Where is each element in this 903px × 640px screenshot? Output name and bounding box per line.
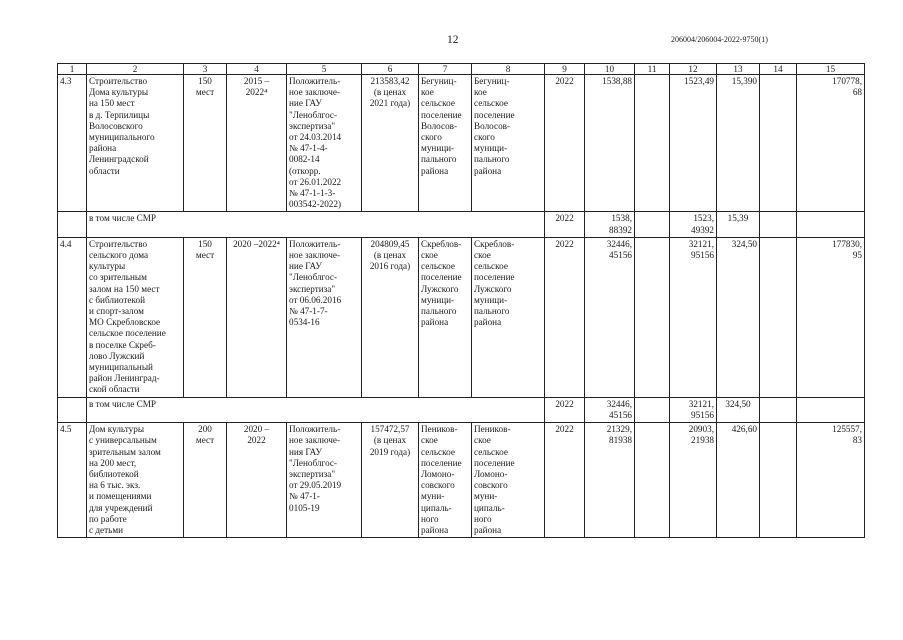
funding-federal	[635, 423, 670, 538]
funding-federal	[635, 75, 670, 212]
funding-federal	[635, 237, 670, 397]
table-row	[58, 75, 865, 212]
object-name: Дом культуры с универсальным зрительным залом на 200 мест, библиотекой на 6 тыс. экз. и помещениями для учреждений по работе с детьми	[87, 423, 184, 538]
object-name: Строительство Дома культуры на 150 мест в д. Терпилицы Волосовского муниципального района Ленинградской области	[87, 75, 184, 212]
funding-total: 32446, 45156	[585, 397, 635, 422]
funding-regional: 32121, 95156	[670, 397, 717, 422]
document-code: 206004/206004-2022-9750(1)	[671, 35, 768, 44]
smr-label: в том числе СМР	[87, 397, 545, 422]
funding-local: 15,390	[717, 75, 760, 212]
column-header: 9	[545, 64, 585, 75]
customer: Скреблов- ское сельское поселение Лужского муници- пального района	[419, 237, 472, 397]
expertise: Положитель- ное заключе- ние ГАУ "Леноблгос- экспертиза" от 06.06.2016 № 47-1-7- 0534-16	[287, 237, 362, 397]
funding-other	[760, 423, 797, 538]
capacity: 150 мест	[184, 237, 227, 397]
funding-regional: 1523,49	[670, 75, 717, 212]
column-header: 13	[717, 64, 760, 75]
column-header: 6	[362, 64, 419, 75]
column-header: 7	[419, 64, 472, 75]
row-number: 4.5	[58, 423, 87, 538]
developer: Бегуниц- кое сельское поселение Волосов- ского муници- пального района	[472, 75, 545, 212]
column-header: 14	[760, 64, 797, 75]
object-name: Строительство сельского дома культуры со зрительным залом на 150 мест с библиотекой и спорт-залом МО Скребловское сельское поселение в поселке Скреб- лово Лужский муниципальный район Ленинград- ской области	[87, 237, 184, 397]
column-header: 3	[184, 64, 227, 75]
funding-local: 15,39	[717, 212, 760, 237]
funding-total: 21329, 81938	[585, 423, 635, 538]
construction-objects-table	[57, 63, 865, 538]
remaining-cost: 177830, 95	[797, 237, 865, 397]
column-header: 12	[670, 64, 717, 75]
empty-cell	[760, 397, 797, 422]
customer: Бегуниц- кое сельское поселение Волосов- ского муници- пального района	[419, 75, 472, 212]
funding-total: 32446, 45156	[585, 237, 635, 397]
smr-label: в том числе СМР	[87, 212, 545, 237]
developer: Пеников- ское сельское поселение Ломоно- совского муни- ципаль- ного района	[472, 423, 545, 538]
year: 2022	[545, 212, 585, 237]
period: 2020 –2022⁴	[227, 237, 287, 397]
estimated-cost: 157472,57 (в ценах 2019 года)	[362, 423, 419, 538]
column-number-row	[58, 64, 865, 75]
funding-regional: 32121, 95156	[670, 237, 717, 397]
column-header: 5	[287, 64, 362, 75]
row-number: 4.4	[58, 237, 87, 397]
column-header: 1	[58, 64, 87, 75]
empty-cell	[797, 397, 865, 422]
table-row	[58, 423, 865, 538]
column-header: 10	[585, 64, 635, 75]
funding-local: 426,60	[717, 423, 760, 538]
year: 2022	[545, 423, 585, 538]
column-header: 8	[472, 64, 545, 75]
year: 2022	[545, 75, 585, 212]
year: 2022	[545, 397, 585, 422]
row-number: 4.3	[58, 75, 87, 212]
empty-cell	[760, 212, 797, 237]
column-header: 2	[87, 64, 184, 75]
estimated-cost: 213583,42 (в ценах 2021 года)	[362, 75, 419, 212]
empty-cell	[635, 212, 670, 237]
capacity: 200 мест	[184, 423, 227, 538]
column-header: 15	[797, 64, 865, 75]
funding-regional: 20903, 21938	[670, 423, 717, 538]
customer: Пеников- ское сельское поселение Ломоно- совского муни- ципаль- ного района	[419, 423, 472, 538]
page-number: 12	[447, 34, 459, 46]
funding-other	[760, 237, 797, 397]
period: 2020 – 2022	[227, 423, 287, 538]
funding-regional: 1523, 49392	[670, 212, 717, 237]
empty-cell	[797, 212, 865, 237]
funding-total: 1538, 88392	[585, 212, 635, 237]
funding-total: 1538,88	[585, 75, 635, 212]
estimated-cost: 204809,45 (в ценах 2016 года)	[362, 237, 419, 397]
empty-cell	[58, 397, 87, 422]
funding-other	[760, 75, 797, 212]
column-header: 11	[635, 64, 670, 75]
table-row	[58, 237, 865, 397]
empty-cell	[635, 397, 670, 422]
expertise: Положитель- ное заключе- ния ГАУ "Леноблгос- экспертиза" от 29.05.2019 № 47-1- 0105-19	[287, 423, 362, 538]
period: 2015 – 2022⁴	[227, 75, 287, 212]
capacity: 150 мест	[184, 75, 227, 212]
remaining-cost: 170778, 68	[797, 75, 865, 212]
column-header: 4	[227, 64, 287, 75]
remaining-cost: 125557, 83	[797, 423, 865, 538]
funding-local: 324,50	[717, 397, 760, 422]
empty-cell	[58, 212, 87, 237]
developer: Скреблов- ское сельское поселение Лужского муници- пального района	[472, 237, 545, 397]
table-subrow	[58, 212, 865, 237]
funding-local: 324,50	[717, 237, 760, 397]
table-subrow	[58, 397, 865, 422]
expertise: Положитель- ное заключе- ние ГАУ "Леноблгос- экспертиза" от 24.03.2014 № 47-1-4- 0082-14 (откорр. от 26.01.2022 № 47-1-1-3- 003542-2022)	[287, 75, 362, 212]
year: 2022	[545, 237, 585, 397]
